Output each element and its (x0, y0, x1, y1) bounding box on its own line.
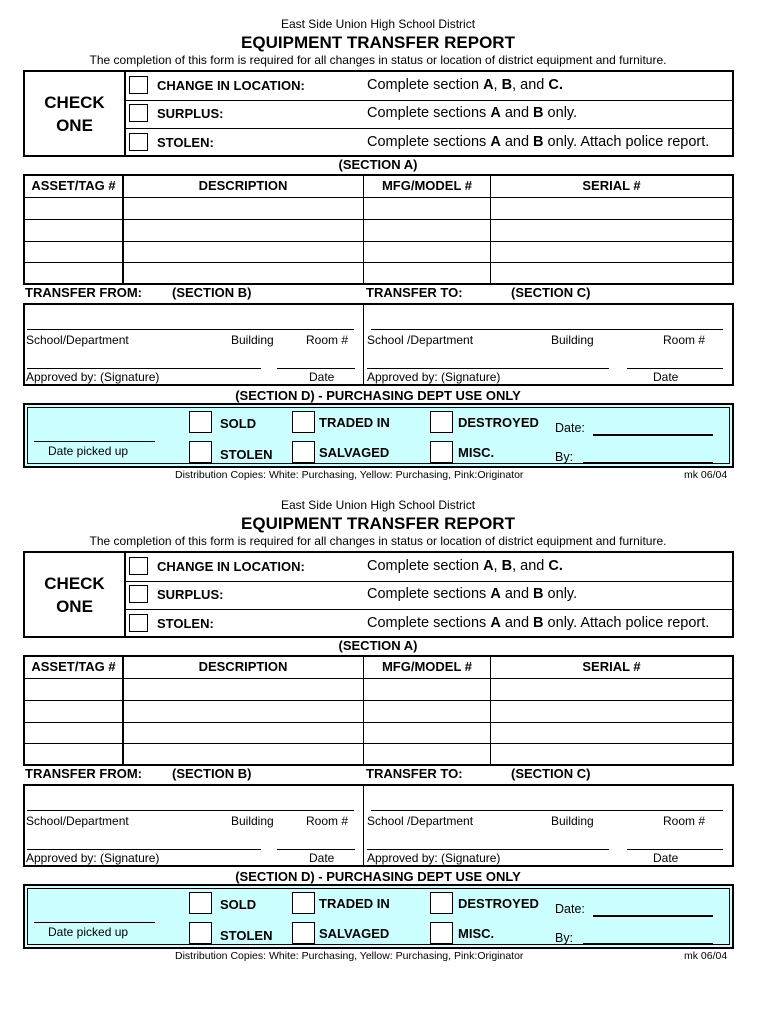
transfer-from-label: TRANSFER FROM: (25, 285, 142, 300)
status-checkbox-table (23, 70, 734, 157)
option-label: SURPLUS: (157, 106, 224, 121)
option-surplus (124, 100, 732, 129)
transfer-to-label: TRANSFER TO: (366, 285, 463, 300)
from-approved-label: Approved by: (Signature) (26, 370, 160, 384)
salvaged-checkbox[interactable] (292, 922, 315, 944)
stolen-checkbox[interactable] (129, 614, 148, 632)
to-date-label: Date (653, 851, 679, 865)
section-a-heading: (SECTION A) (338, 638, 418, 653)
option-instructions: Complete section A, B, and C. (367, 558, 563, 574)
stolen-purch-checkbox[interactable] (189, 441, 212, 463)
purch-by-line[interactable] (583, 462, 713, 464)
section-c-label: (SECTION C) (511, 766, 591, 781)
to-date-line[interactable] (627, 849, 723, 850)
form-code: mk 06/04 (684, 469, 728, 481)
section-d-heading: (SECTION D) - PURCHASING DEPT USE ONLY (235, 388, 521, 403)
purch-by-line[interactable] (583, 943, 713, 945)
form-instructions: The completion of this form is required for all changes in status or location of district equipment and furniture. (89, 53, 667, 67)
traded-in-checkbox[interactable] (292, 892, 315, 914)
section-a-heading: (SECTION A) (338, 157, 418, 172)
transfer-location-box (23, 784, 734, 867)
to-room-label: Room # (663, 333, 706, 347)
option-label: CHANGE IN LOCATION: (157, 559, 305, 574)
to-date-label: Date (653, 370, 679, 384)
from-school-label: School/Department (26, 333, 129, 347)
to-signature-line[interactable] (367, 368, 609, 369)
sold-checkbox[interactable] (189, 411, 212, 433)
section-b-label: (SECTION B) (172, 285, 252, 300)
section-d-heading: (SECTION D) - PURCHASING DEPT USE ONLY (235, 869, 521, 884)
from-location-line[interactable] (27, 329, 354, 330)
traded-in-checkbox[interactable] (292, 411, 315, 433)
salvaged-label: SALVAGED (319, 926, 390, 941)
sold-label: SOLD (220, 897, 257, 912)
option-label: CHANGE IN LOCATION: (157, 78, 305, 93)
option-label: SURPLUS: (157, 587, 224, 602)
stolen-purch-label: STOLEN (220, 447, 273, 462)
equipment-transfer-form (0, 0, 768, 480)
check-one-label: CHECK ONE (25, 553, 126, 636)
date-picked-up-label: Date picked up (48, 444, 129, 458)
destroyed-checkbox[interactable] (430, 892, 453, 914)
purch-date-label: Date: (555, 421, 585, 435)
check-one-label: CHECK ONE (25, 72, 126, 155)
purchasing-box (23, 884, 734, 949)
header-serial: SERIAL # (582, 178, 641, 193)
date-picked-up-label: Date picked up (48, 925, 129, 939)
stolen-purch-checkbox[interactable] (189, 922, 212, 944)
purch-by-label: By: (555, 450, 574, 464)
option-stolen (124, 129, 732, 155)
option-instructions: Complete sections A and B only. (367, 586, 578, 602)
form-title: EQUIPMENT TRANSFER REPORT (241, 33, 515, 52)
change-in-location-checkbox[interactable] (129, 557, 148, 575)
purch-date-line[interactable] (593, 915, 713, 917)
option-stolen (124, 610, 732, 636)
option-instructions: Complete sections A and B only. (367, 105, 578, 121)
from-approved-label: Approved by: (Signature) (26, 851, 160, 865)
option-label: STOLEN: (157, 135, 214, 150)
traded-in-label: TRADED IN (319, 415, 390, 430)
stolen-purch-label: STOLEN (220, 928, 273, 943)
purch-by-label: By: (555, 931, 574, 945)
misc-checkbox[interactable] (430, 441, 453, 463)
destroyed-checkbox[interactable] (430, 411, 453, 433)
form-instructions: The completion of this form is required for all changes in status or location of district equipment and furniture. (89, 534, 667, 548)
header-description: DESCRIPTION (198, 178, 288, 193)
option-instructions: Complete sections A and B only. Attach police report. (367, 134, 710, 150)
option-change-in-location (124, 553, 732, 582)
misc-label: MISC. (458, 445, 495, 460)
header-description: DESCRIPTION (198, 659, 288, 674)
section-c-label: (SECTION C) (511, 285, 591, 300)
misc-label: MISC. (458, 926, 495, 941)
surplus-checkbox[interactable] (129, 104, 148, 122)
salvaged-label: SALVAGED (319, 445, 390, 460)
to-approved-label: Approved by: (Signature) (367, 851, 501, 865)
district-name: East Side Union High School District (280, 17, 476, 31)
date-picked-up-line[interactable] (34, 441, 155, 442)
transfer-to-label: TRANSFER TO: (366, 766, 463, 781)
option-change-in-location (124, 72, 732, 101)
header-asset-tag: ASSET/TAG # (31, 178, 116, 193)
purch-date-label: Date: (555, 902, 585, 916)
option-instructions: Complete section A, B, and C. (367, 77, 563, 93)
destroyed-label: DESTROYED (458, 896, 539, 911)
from-signature-line[interactable] (27, 368, 261, 369)
section-b-label: (SECTION B) (172, 766, 252, 781)
to-school-label: School /Department (367, 814, 474, 828)
from-building-label: Building (231, 333, 274, 347)
stolen-checkbox[interactable] (129, 133, 148, 151)
date-picked-up-line[interactable] (34, 922, 155, 923)
to-signature-line[interactable] (367, 849, 609, 850)
option-label: STOLEN: (157, 616, 214, 631)
from-date-label: Date (309, 370, 335, 384)
transfer-from-label: TRANSFER FROM: (25, 766, 142, 781)
from-date-line[interactable] (277, 368, 355, 369)
distribution-copies: Distribution Copies: White: Purchasing, Yellow: Purchasing, Pink:Originator (175, 950, 524, 962)
change-in-location-checkbox[interactable] (129, 76, 148, 94)
sold-checkbox[interactable] (189, 892, 212, 914)
form-title: EQUIPMENT TRANSFER REPORT (241, 514, 515, 533)
from-date-label: Date (309, 851, 335, 865)
destroyed-label: DESTROYED (458, 415, 539, 430)
from-room-label: Room # (306, 333, 349, 347)
to-location-line[interactable] (371, 329, 723, 330)
equipment-transfer-form (0, 481, 768, 961)
option-instructions: Complete sections A and B only. Attach police report. (367, 615, 710, 631)
sold-label: SOLD (220, 416, 257, 431)
district-name: East Side Union High School District (280, 498, 476, 512)
header-serial: SERIAL # (582, 659, 641, 674)
from-location-line[interactable] (27, 810, 354, 811)
header-mfg-model: MFG/MODEL # (381, 659, 473, 674)
asset-table (23, 174, 734, 285)
purch-date-line[interactable] (593, 434, 713, 436)
to-room-label: Room # (663, 814, 706, 828)
traded-in-label: TRADED IN (319, 896, 390, 911)
salvaged-checkbox[interactable] (292, 441, 315, 463)
surplus-checkbox[interactable] (129, 585, 148, 603)
option-surplus (124, 581, 732, 610)
header-mfg-model: MFG/MODEL # (381, 178, 473, 193)
transfer-location-box (23, 303, 734, 386)
to-building-label: Building (551, 333, 594, 347)
from-building-label: Building (231, 814, 274, 828)
to-building-label: Building (551, 814, 594, 828)
from-signature-line[interactable] (27, 849, 261, 850)
header-asset-tag: ASSET/TAG # (31, 659, 116, 674)
misc-checkbox[interactable] (430, 922, 453, 944)
from-school-label: School/Department (26, 814, 129, 828)
from-date-line[interactable] (277, 849, 355, 850)
form-code: mk 06/04 (684, 950, 728, 962)
status-checkbox-table (23, 551, 734, 638)
from-room-label: Room # (306, 814, 349, 828)
distribution-copies: Distribution Copies: White: Purchasing, Yellow: Purchasing, Pink:Originator (175, 469, 524, 481)
to-approved-label: Approved by: (Signature) (367, 370, 501, 384)
to-location-line[interactable] (371, 810, 723, 811)
purchasing-box (23, 403, 734, 468)
asset-table (23, 655, 734, 766)
to-school-label: School /Department (367, 333, 474, 347)
to-date-line[interactable] (627, 368, 723, 369)
